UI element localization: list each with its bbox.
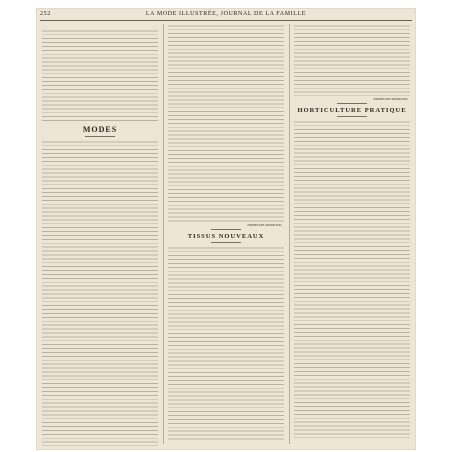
column-left (42, 24, 158, 446)
section-title-tissus: TISSUS NOUVEAUX (187, 233, 265, 240)
section-rule (337, 103, 367, 104)
text-lines-top (168, 24, 284, 222)
text-lines-top (294, 24, 410, 96)
column-divider (163, 24, 164, 444)
section-rule (337, 116, 367, 117)
page-number: 252 (40, 11, 51, 17)
section-title-modes: MODES (82, 124, 118, 134)
illegible-text-block (42, 24, 158, 28)
column-right (294, 24, 410, 446)
column-divider (289, 24, 290, 444)
text-lines-body (294, 120, 410, 438)
column-middle (168, 24, 284, 446)
text-lines-top (42, 29, 158, 123)
author-signature: EMMELINE RAYMOND. (247, 223, 282, 227)
section-rule (211, 242, 241, 243)
text-lines-body (168, 246, 284, 442)
running-title: LA MODE ILLUSTRÉE, JOURNAL DE LA FAMILLE (145, 11, 307, 17)
text-lines-body (42, 140, 158, 447)
section-rule (211, 229, 241, 230)
author-signature: EMMELINE RAYMOND. (373, 97, 408, 101)
newspaper-page (36, 8, 416, 450)
section-title-horticulture: HORTICULTURE PRATIQUE (297, 107, 407, 114)
header-rule (40, 20, 412, 21)
section-rule (85, 136, 115, 137)
